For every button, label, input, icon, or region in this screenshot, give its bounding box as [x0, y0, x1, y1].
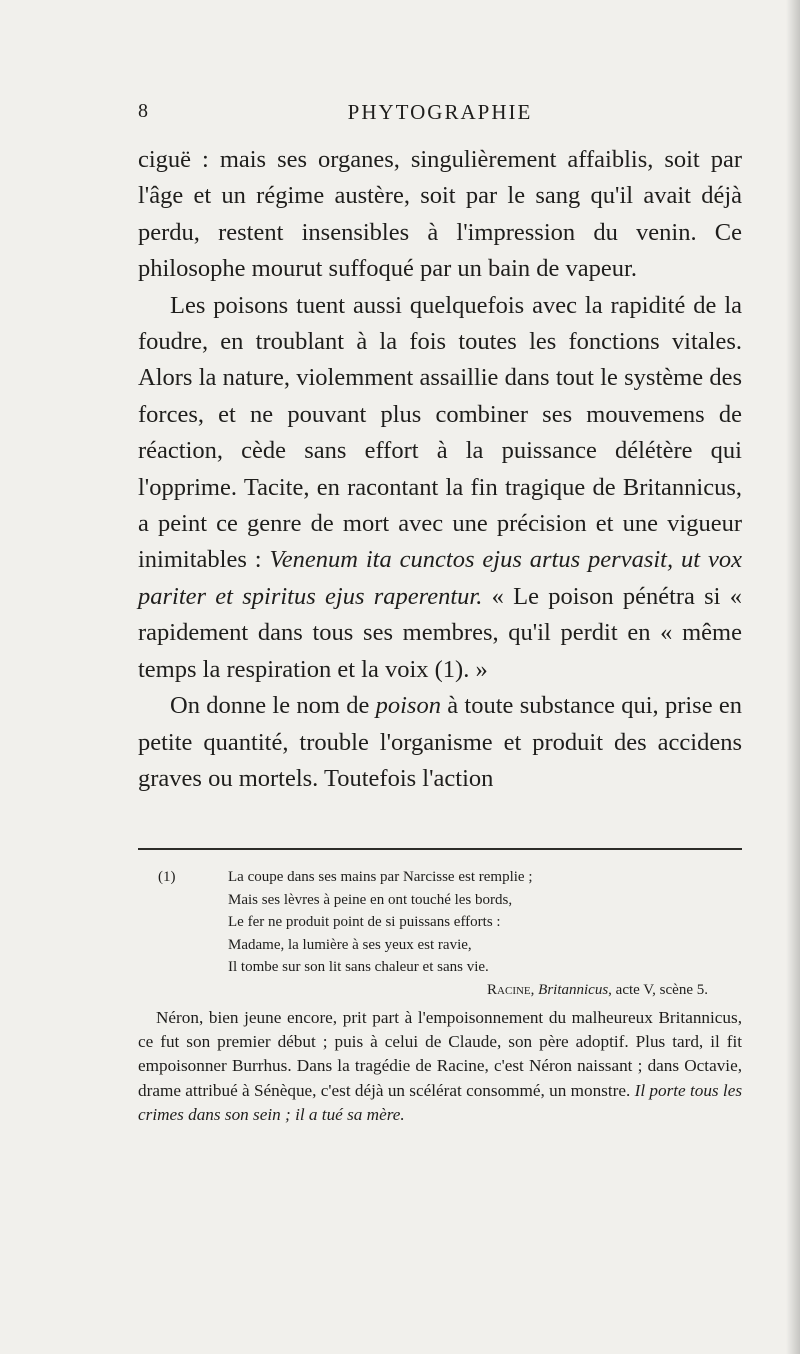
footnote-commentary: [138, 1006, 742, 1127]
paragraph-1: ciguë : mais ses organes, singulièrement affaiblis, soit par l'âge et un régime austère, soit par le sang qu'il avait déjà perdu, restent insensibles à l'impression du venin. Ce philosophe mourut suffoqué par un bain de vapeur.: [138, 146, 742, 283]
commentary-text: Néron, bien jeune encore, prit part à l'empoisonnement du malheureux Britannicus, ce fut son premier début ; puis à celui de Claude, son père adoptif. Plus tard, il fit empoisonner Burrhus. Dans la tragédie de Racine, c'est Néron naissant ; dans Octavie, drame attribué à Sénèque, c'est déjà un scélérat consommé, un monstre.: [138, 1008, 742, 1100]
latin-quotation: Venenum ita cunctos ejus artus pervasit, ut vox pariter et spiritus ejus raperentur.: [138, 546, 742, 610]
verse-line: Mais ses lèvres à peine en ont touché les bords,: [228, 891, 513, 908]
attribution-location: , acte V, scène 5.: [608, 981, 708, 998]
paragraph-2-text: Les poisons tuent aussi quelquefois avec la rapidité de la foudre, en troublant à la fois toutes les fonctions vitales. Alors la nature, violemment assaillie dans tout le système des forces, et ne pouvant plus combiner ses mouvemens de réaction, cède sans effort à la puissance délétère qui l'opprime. Tacite, en racontant la fin tragique de Britannicus, a peint ce genre de mort avec une précision et une vigueur inimitables :: [138, 291, 742, 574]
main-text: [138, 142, 742, 797]
footnote-divider: [138, 848, 742, 850]
french-translation: « Le poison pénétra si « rapidement dans tous ses membres, qu'il perdit en « même temps la respiration et la voix (1). »: [138, 582, 742, 683]
verse-attribution: Racine, Britannicus, acte V, scène 5.: [487, 981, 708, 998]
verse-line: Le fer ne produit point de si puissans efforts :: [228, 914, 501, 930]
verse-line: La coupe dans ses mains par Narcisse est remplie ;: [228, 869, 533, 885]
paragraph-3-text: On donne le nom de: [170, 692, 376, 720]
commentary-italic: Il porte tous les crimes dans son sein ; il a tué sa mère.: [138, 1080, 743, 1124]
footnote-marker: (1): [158, 869, 176, 885]
italic-term: poison: [375, 692, 441, 720]
verse-line: Il tombe sur son lit sans chaleur et sans vie.: [228, 959, 489, 975]
attribution-work: Britannicus: [538, 981, 609, 998]
footnote: [158, 866, 742, 1001]
running-head: [138, 100, 742, 134]
paragraph-2: [138, 288, 742, 688]
verse-quotation: [228, 866, 742, 1001]
attribution-author: Racine: [487, 981, 531, 998]
running-title: PHYTOGRAPHIE: [347, 100, 533, 124]
page-edge-shadow: [786, 0, 800, 1354]
commentary-paragraph: [138, 1006, 742, 1127]
paragraph-3: [138, 688, 742, 797]
page-number: 8: [138, 100, 148, 122]
paragraph-3-rest: à toute substance qui, prise en petite quantité, trouble l'organisme et produit des accidens graves ou mortels. Toutefois l'action: [138, 692, 742, 792]
verse-line: Madame, la lumière à ses yeux est ravie,: [228, 936, 472, 953]
